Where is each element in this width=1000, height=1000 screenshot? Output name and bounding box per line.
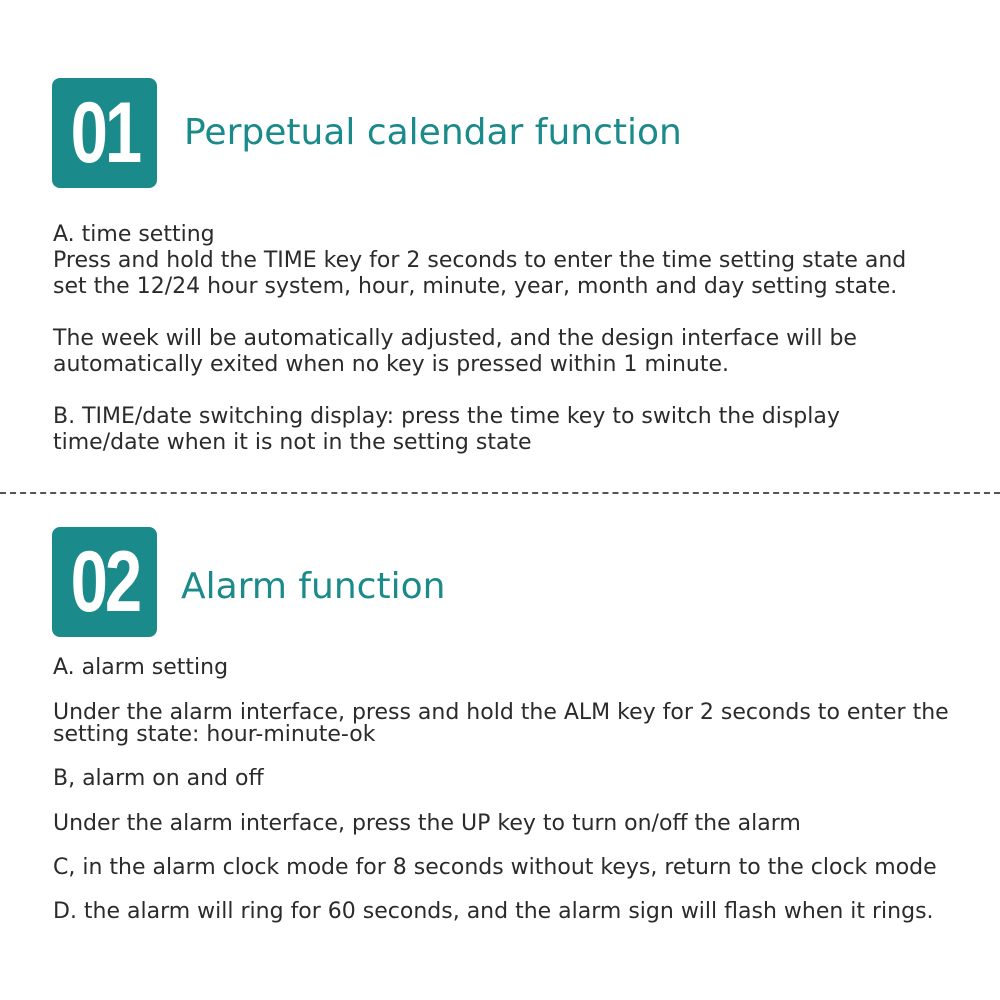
section-number-02: 02 [70,533,139,630]
paragraph-alarm-setting-line2: setting state: hour-minute-ok [53,722,376,747]
paragraph-time-date-switch-line2: time/date when it is not in the setting state [53,430,532,455]
subheading-time-setting: A. time setting [53,222,215,247]
paragraph-alarm-setting-line1: Under the alarm interface, press and hold the ALM key for 2 seconds to enter the [53,700,949,725]
paragraph-alarm-ring: D. the alarm will ring for 60 seconds, and the alarm sign will flash when it rings. [53,899,934,924]
paragraph-time-date-switch-line1: B. TIME/date switching display: press the time key to switch the display [53,404,840,429]
section-title-perpetual-calendar: Perpetual calendar function [184,112,682,153]
subheading-alarm-setting: A. alarm setting [53,655,229,680]
paragraph-alarm-on-off: Under the alarm interface, press the UP key to turn on/off the alarm [53,811,801,836]
paragraph-time-setting-line1: Press and hold the TIME key for 2 seconds to enter the time setting state and [53,248,907,273]
section-title-alarm: Alarm function [181,566,446,607]
paragraph-alarm-timeout: C, in the alarm clock mode for 8 seconds without keys, return to the clock mode [53,855,937,880]
subheading-alarm-on-off: B, alarm on and off [53,766,264,791]
section-number-badge-01 [52,78,157,188]
section-number-01: 01 [70,84,139,181]
paragraph-week-adjust-line1: The week will be automatically adjusted, and the design interface will be [53,326,857,351]
paragraph-time-setting-line2: set the 12/24 hour system, hour, minute, year, month and day setting state. [53,274,898,299]
section-number-badge-02 [52,527,157,637]
paragraph-week-adjust-line2: automatically exited when no key is pressed within 1 minute. [53,352,730,377]
section-divider [0,492,1000,494]
